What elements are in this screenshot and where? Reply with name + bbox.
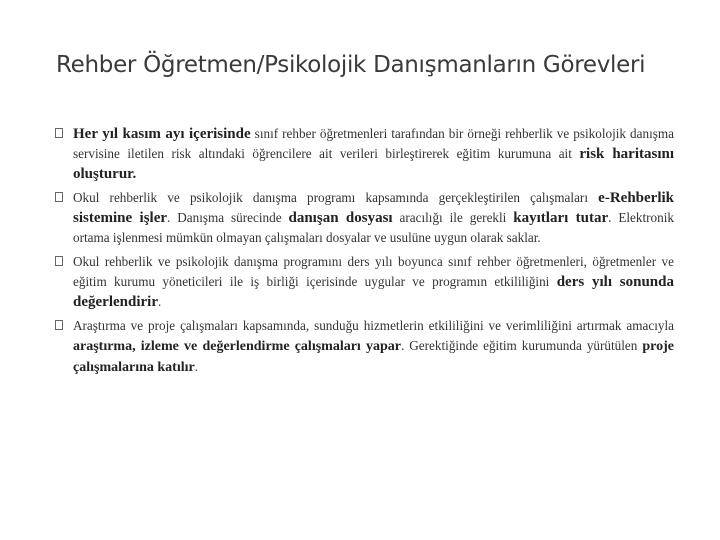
body-text: Okul rehberlik ve psikolojik danışma programı kapsamında gerçekleştirilen çalışmaları xyxy=(73,190,599,205)
bullet-box-icon xyxy=(55,192,63,202)
body-text: . Elektronik ortama işlenmesi mümkün olmayan çalışmaları dosyalar ve usulüne uygun olarak saklar. xyxy=(73,210,675,245)
bold-text: danışan dosyası xyxy=(288,210,393,226)
bullet-list xyxy=(48,124,674,382)
bold-text: e-Rehberlik sistemine işler xyxy=(73,190,674,226)
body-text: Okul rehberlik ve psikolojik danışma programını ders yılı boyunca sınıf rehber öğretmenleri, öğretmenler ve eğitim kurumu yöneticileri ile iş birliği içerisinde uygular ve programın etkililiğini xyxy=(73,254,674,289)
body-text: sınıf rehber öğretmenleri tarafından bir örneği rehberlik ve psikolojik danışma servisine iletilen risk altındaki öğrencilere ait verileri birleştirerek eğitim kurumuna ait xyxy=(73,126,674,161)
bullet-box-icon xyxy=(55,256,63,266)
body-text: . xyxy=(132,166,137,182)
body-text: aracılığı ile gerekli xyxy=(392,210,514,225)
body-text: Araştırma ve proje çalışmaları kapsamında, sunduğu hizmetlerin etkililiğini ve verimliliğini artırmak amacıyla xyxy=(73,318,674,333)
body-text: . Gerektiğinde eğitim kurumunda yürütülen xyxy=(401,338,643,353)
bullet-box-icon xyxy=(55,320,63,330)
body-text: . xyxy=(157,294,162,309)
list-item xyxy=(48,316,674,378)
list-item xyxy=(48,124,674,184)
bold-text: ders yılı sonunda değerlendirir xyxy=(73,274,674,310)
bullet-box-icon xyxy=(55,128,63,138)
body-text: . xyxy=(194,359,199,374)
bold-text: Her yıl kasım ayı içerisinde xyxy=(73,126,251,142)
bold-text: proje çalışmalarına katılır xyxy=(73,339,674,375)
bold-text: araştırma, izleme ve değerlendirme çalışmaları yapar xyxy=(73,339,401,354)
bold-text: kayıtları tutar xyxy=(513,210,609,226)
body-text: . Danışma sürecinde xyxy=(167,210,289,225)
bold-text: risk haritasını oluşturur xyxy=(73,146,674,182)
list-item xyxy=(48,252,674,312)
slide-title: Rehber Öğretmen/Psikolojik Danışmanların Görevleri xyxy=(56,52,646,78)
list-item xyxy=(48,188,674,248)
